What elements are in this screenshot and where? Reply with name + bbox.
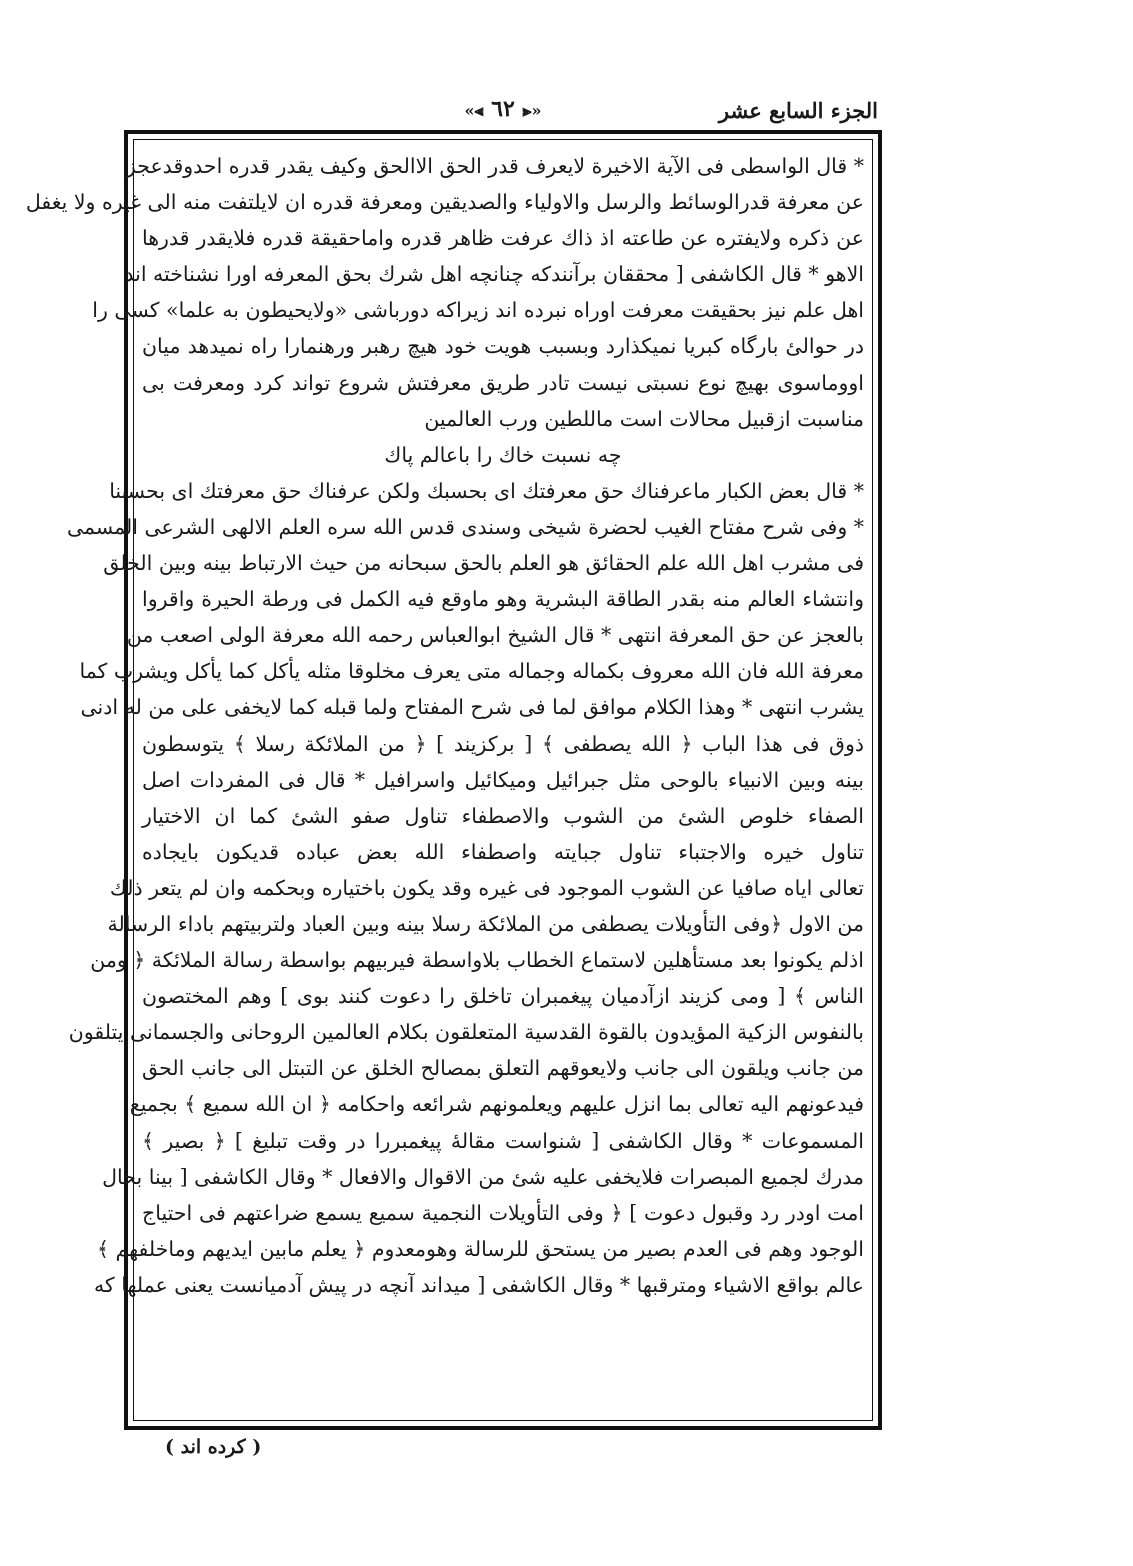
text-line: * وفى شرح مفتاح الغيب لحضرة شيخى وسندى قدس الله سره العلم الالهى الشرعى المسمى (66, 514, 864, 539)
text-line: اذلم يكونوا بعد مستأهلين لاستماع الخطاب بلاواسطة فيربيهم بواسطة رسالة الملائكة ﴿ ومن (90, 948, 864, 973)
text-line: معرفة الله فان الله معروف بكماله وجماله متى يعرف مخلوقا مثله يأكل كما يأكل ويشرب كما (79, 659, 864, 684)
text-line: * قال الواسطى فى الآية الاخيرة لايعرف قدر الحق الاالحق وكيف يقدر قدره احدوقدعجز (125, 154, 864, 178)
text-line: بالعجز عن حق المعرفة انتهى * قال الشيخ ابوالعباس رحمه الله معرفة الولى اصعب من (126, 623, 864, 648)
text-line: بالنفوس الزكية المؤيدون بالقوة القدسية المتعلقون بكلام العالمين الروحانى والجسمانى يتلقون (68, 1020, 864, 1045)
ornament-right-icon: ⫸» (522, 101, 542, 120)
text-line: الاهو * قال الكاشفى [ محققان برآنندكه چنانچه اهل شرك بحق المعرفه اورا نشناخته اند (124, 262, 864, 287)
page-number-block (464, 96, 541, 122)
page-number: ٦٢ (491, 96, 515, 122)
text-line: * قال بعض الكبار ماعرفناك حق معرفتك اى بحسبك ولكن عرفناك حق معرفتك اى بحسبنا (109, 478, 864, 503)
body-text (25, 148, 864, 1416)
text-line (142, 1375, 864, 1411)
text-line: من جانب ويلقون الى جانب ولايعوقهم التعلق بمصالح الخلق عن التبتل الى جانب الحق (142, 1056, 864, 1081)
text-line: بينه وبين الانبياء بالوحى مثل جبرائيل وميكائيل واسرافيل * قال فى المفردات اصل (142, 767, 864, 792)
catchword: ( كرده اند ) (165, 1436, 262, 1458)
ornament-left-icon: «⫷ (464, 101, 484, 120)
text-line: الناس ﴾ [ ومى كزيند ازآدميان پيغمبران تاخلق را دعوت كنند بوى ] وهم المختصون (142, 984, 864, 1009)
part-title: الجزء السابع عشر (718, 98, 878, 123)
text-line: تعالى اياه صافيا عن الشوب الموجود فى غيره وقد يكون باختياره وبحكمه وان لم يتعر ذلك (109, 875, 864, 900)
text-line: عالم بواقع الاشياء ومترقبها * وقال الكاشفى [ ميداند آنچه در پيش آدميانست يعنى عملها كه (93, 1272, 864, 1297)
text-line: من الاول ﴿وفى التأويلات يصطفى من الملائكة رسلا بينه وبين العباد ولتربيتهم باداء الرسالة (107, 911, 864, 936)
text-line (142, 1339, 864, 1375)
text-line: امت اودر رد وقبول دعوت ] ﴿ وفى التأويلات النجمية سميع يسمع ضراعتهم فى احتياج (142, 1200, 864, 1225)
text-line: الصفاء خلوص الشئ من الشوب والاصطفاء تناول صفو الشئ كما ان الاختيار (142, 803, 864, 828)
text-line: مدرك لجميع المبصرات فلايخفى عليه شئ من الاقوال والافعال * وقال الكاشفى [ بينا بحال (102, 1164, 864, 1189)
text-line: مناسبت ازقبيل محالات است ماللطين ورب العالمين (424, 406, 864, 431)
text-line: در حوالئ بارگاه كبريا نميكذارد وبسبب هويت خود هيچ رهبر ورهنمارا راه نميدهد ميان (142, 334, 864, 359)
text-line: فيدعونهم اليه تعالى بما انزل عليهم ويعلمونهم شرائعه واحكامه ﴿ ان الله سميع ﴾ بجميع (129, 1092, 864, 1117)
page-header (124, 98, 882, 126)
text-line: ذوق فى هذا الباب ﴿ الله يصطفى ﴾ [ بركزيند ] ﴿ من الملائكة رسلا ﴾ يتوسطون (142, 731, 864, 756)
text-line (142, 1303, 864, 1339)
text-line: وانتشاء العالم منه بقدر الطاقة البشرية وهو ماوقع فيه الكمل فى ورطة الحيرة واقروا (142, 587, 864, 612)
text-line: اهل علم نيز بحقيقت معرفت اوراه نبرده اند زيراكه دورباشى «ولايحيطون به علما» كسى را (92, 298, 864, 323)
text-line: فى مشرب اهل الله علم الحقائق هو العلم بالحق سبحانه من حيث الارتباط بينه وبين الخلق (103, 551, 864, 576)
verse-line: چه نسبت خاك را باعالم پاك (384, 442, 622, 467)
text-line: الوجود وهم فى العدم بصير من يستحق للرسالة وهومعدوم ﴿ يعلم مابين ايديهم وماخلفهم ﴾ (96, 1236, 864, 1261)
text-line: تناول خيره والاجتباء تناول جبايته واصطفاء الله بعض عباده قديكون بايجاده (142, 839, 864, 864)
text-frame (25, 130, 882, 1430)
text-line: المسموعات * وقال الكاشفى [ شنواست مقالهٔ پيغمبررا در وقت تبليغ ] ﴿ بصير ﴾ (142, 1128, 864, 1153)
text-line: يشرب انتهى * وهذا الكلام موافق لما فى شرح المفتاح ولما قبله كما لايخفى على من له ادنى (80, 695, 864, 720)
text-line: اووماسوى بهيچ نوع نسبتى نيست تادر طريق معرفتش شروع تواند كرد ومعرفت بى (142, 370, 864, 395)
text-line: عن معرفة قدرالوسائط والرسل والاولياء والصديقين ومعرفة قدره ان لايلتفت منه الى غيره ولا يغفل (25, 190, 864, 215)
text-line: عن ذكره ولايفتره عن طاعته اذ ذاك عرفت ظاهر قدره واماحقيقة قدره فلايقدر قدرها (142, 226, 864, 251)
